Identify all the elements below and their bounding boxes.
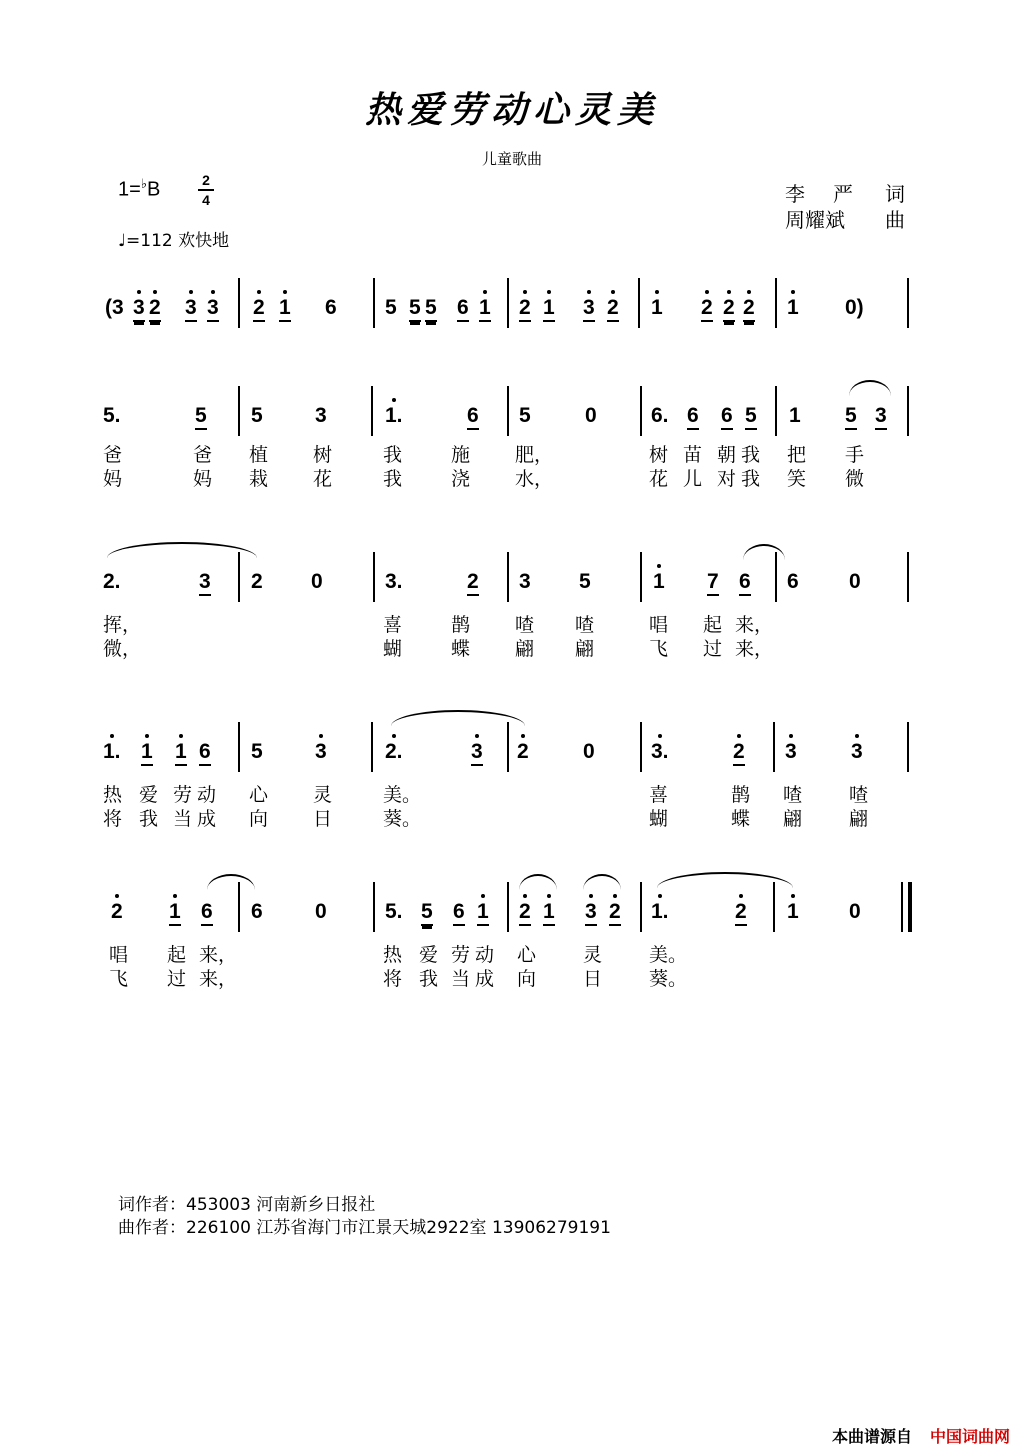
slur — [519, 874, 557, 890]
barline — [373, 278, 375, 328]
barline — [507, 722, 509, 772]
note: 6 — [199, 740, 211, 766]
note: 6 — [201, 900, 213, 926]
note: 3 — [315, 404, 327, 427]
lyricist-role: 词 — [885, 182, 905, 206]
lyric: 喳 — [515, 614, 535, 636]
lyrics-verse2-row2 — [95, 634, 915, 660]
lyric: 喳 — [783, 784, 803, 806]
note: 6 — [453, 900, 465, 926]
note: 3 — [583, 296, 595, 322]
lyric: 将 — [103, 808, 123, 830]
note: 5 — [425, 296, 437, 322]
barline — [238, 386, 240, 436]
lyric: 来， — [199, 944, 238, 966]
lyricist-address: 词作者：453003 河南新乡日报社 — [118, 1195, 376, 1215]
note: 0 — [849, 900, 861, 923]
barline — [907, 278, 909, 328]
note: 6 — [787, 570, 799, 593]
lyric: 把 — [787, 444, 807, 466]
lyric: 手 — [845, 444, 865, 466]
barline — [907, 552, 909, 602]
lyric: 向 — [517, 968, 537, 990]
lyric: 蝶 — [731, 808, 751, 830]
lyric: 成 — [475, 968, 495, 990]
note: 3. — [385, 570, 403, 593]
slur — [849, 380, 891, 396]
note: 2 — [517, 740, 529, 763]
note: 3 — [875, 404, 887, 430]
note: 5. — [385, 900, 403, 923]
staff-row-1 — [95, 278, 915, 338]
composer-name: 周耀斌 — [785, 208, 845, 232]
note: 6 — [687, 404, 699, 430]
lyric: 葵。 — [649, 968, 688, 990]
lyric: 蝴 — [383, 638, 403, 660]
note: 2 — [735, 900, 747, 926]
slur — [207, 874, 255, 890]
note: 3 — [207, 296, 219, 322]
note: 0 — [849, 570, 861, 593]
note: 3. — [651, 740, 669, 763]
note: 1 — [543, 296, 555, 322]
lyric: 过 — [167, 968, 187, 990]
note: 5 — [745, 404, 757, 430]
barline — [640, 882, 642, 932]
note: 5 — [385, 296, 397, 319]
time-sig-bottom: 4 — [202, 192, 210, 208]
note: 5 — [409, 296, 421, 322]
lyric: 爱 — [419, 944, 439, 966]
lyric: 过 — [703, 638, 723, 660]
note: 1. — [103, 740, 121, 763]
lyricist-credit — [785, 178, 913, 207]
lyric: 将 — [383, 968, 403, 990]
note: 2. — [103, 570, 121, 593]
lyric: 向 — [249, 808, 269, 830]
barline — [371, 386, 373, 436]
lyric: 爸 — [193, 444, 213, 466]
note: 2 — [111, 900, 123, 923]
lyric: 朝 — [717, 444, 737, 466]
staff-row-2 — [95, 386, 915, 446]
barline — [773, 722, 775, 772]
lyric: 花 — [649, 468, 669, 490]
lyric: 肥， — [515, 444, 554, 466]
note: 6 — [739, 570, 751, 596]
staff-row-4 — [95, 722, 915, 782]
barline — [371, 722, 373, 772]
note: 1 — [787, 296, 799, 319]
lyric: 美。 — [649, 944, 688, 966]
lyric: 树 — [649, 444, 669, 466]
note: 3 — [851, 740, 863, 763]
note: 1 — [789, 404, 801, 427]
note: 6 — [251, 900, 263, 923]
lyricist-name-1: 李 — [785, 182, 805, 206]
lyric: 蝴 — [649, 808, 669, 830]
time-signature — [198, 172, 214, 208]
note: 5 — [251, 404, 263, 427]
note: 0 — [583, 740, 595, 763]
note: 2 — [251, 570, 263, 593]
lyric: 笑 — [787, 468, 807, 490]
song-genre: 儿童歌曲 — [481, 150, 542, 168]
barline — [775, 386, 777, 436]
note: 6. — [651, 404, 669, 427]
composer-role: 曲 — [885, 208, 905, 232]
lyric: 成 — [197, 808, 217, 830]
note: 5. — [103, 404, 121, 427]
note: 2 — [723, 296, 735, 322]
lyric: 日 — [583, 968, 603, 990]
lyric: 我 — [419, 968, 439, 990]
note: 2 — [253, 296, 265, 322]
note: 3 — [133, 296, 145, 322]
slur — [743, 544, 785, 560]
lyric: 挥， — [103, 614, 142, 636]
lyrics-verse2-row3 — [95, 804, 915, 830]
barline — [238, 278, 240, 328]
note: 1 — [479, 296, 491, 322]
note: 6 — [325, 296, 337, 319]
lyric: 蝶 — [451, 638, 471, 660]
lyrics-verse1-row1 — [95, 440, 915, 466]
lyric: 微， — [103, 638, 142, 660]
note: 7 — [707, 570, 719, 596]
lyric: 爸 — [103, 444, 123, 466]
source-attribution — [832, 1424, 1010, 1447]
barline — [238, 552, 240, 602]
barline — [640, 386, 642, 436]
note: 5 — [845, 404, 857, 430]
note: 2 — [701, 296, 713, 322]
lyric: 当 — [173, 808, 193, 830]
note: 3 — [315, 740, 327, 763]
source-brand-link[interactable]: 中国词曲网 — [929, 1427, 1010, 1446]
note: 1. — [385, 404, 403, 427]
lyric: 鹊 — [451, 614, 471, 636]
note: 3 — [185, 296, 197, 322]
lyric: 劳 — [451, 944, 471, 966]
lyric: 我 — [741, 468, 761, 490]
lyrics-verse2-row1 — [95, 464, 915, 490]
lyric: 喳 — [575, 614, 595, 636]
note: 5 — [421, 900, 433, 926]
note: 1 — [169, 900, 181, 926]
note: 1 — [141, 740, 153, 766]
note: 5 — [579, 570, 591, 593]
barline — [638, 278, 640, 328]
lyric: 唱 — [109, 944, 129, 966]
note: 6 — [721, 404, 733, 430]
lyricist-name-2: 严 — [833, 182, 853, 206]
note: 1 — [653, 570, 665, 593]
key-letter: B — [146, 178, 161, 201]
note: 3 — [471, 740, 483, 766]
lyric: 栽 — [249, 468, 269, 490]
barline — [373, 552, 375, 602]
note: 5 — [519, 404, 531, 427]
lyric: 爱 — [139, 784, 159, 806]
barline — [907, 722, 909, 772]
note: 3 — [585, 900, 597, 926]
note: 1 — [175, 740, 187, 766]
lyric: 喜 — [383, 614, 403, 636]
lyric: 当 — [451, 968, 471, 990]
note: 0 — [311, 570, 323, 593]
lyric: 葵。 — [383, 808, 422, 830]
lyric: 微 — [845, 468, 865, 490]
note: 2 — [607, 296, 619, 322]
lyric: 鹊 — [731, 784, 751, 806]
note: (3 — [105, 296, 124, 319]
lyric: 我 — [741, 444, 761, 466]
composer-address: 曲作者：226100 江苏省海门市江景天城2922室 13906279191 — [118, 1218, 611, 1238]
barline — [238, 722, 240, 772]
lyric: 劳 — [173, 784, 193, 806]
lyric: 我 — [139, 808, 159, 830]
note: 0 — [585, 404, 597, 427]
lyric: 妈 — [103, 468, 123, 490]
lyric: 水， — [515, 468, 554, 490]
lyric: 灵 — [313, 784, 333, 806]
note: 2 — [519, 900, 531, 926]
barline — [640, 722, 642, 772]
lyrics-verse1-row4 — [95, 940, 915, 966]
lyric: 儿 — [683, 468, 703, 490]
lyric: 飞 — [109, 968, 129, 990]
lyric: 花 — [313, 468, 333, 490]
lyric: 心 — [249, 784, 269, 806]
lyric: 灵 — [583, 944, 603, 966]
lyric: 施 — [451, 444, 471, 466]
lyric: 美。 — [383, 784, 422, 806]
lyric: 日 — [313, 808, 333, 830]
barline — [775, 278, 777, 328]
note: 5 — [251, 740, 263, 763]
note: 2 — [467, 570, 479, 596]
note: 6 — [457, 296, 469, 322]
key-signature — [118, 176, 160, 202]
barline — [907, 386, 909, 436]
key-flat: ♭ — [140, 176, 147, 191]
key-one: 1= — [118, 178, 141, 201]
note: 3 — [785, 740, 797, 763]
lyric: 翩 — [783, 808, 803, 830]
note: 1 — [651, 296, 663, 319]
lyric: 喳 — [849, 784, 869, 806]
note: 0) — [845, 296, 864, 319]
note: 2 — [733, 740, 745, 766]
lyric: 唱 — [649, 614, 669, 636]
lyric: 翩 — [849, 808, 869, 830]
lyric: 植 — [249, 444, 269, 466]
barline — [238, 882, 240, 932]
note: 2 — [609, 900, 621, 926]
note: 2. — [385, 740, 403, 763]
barline — [775, 552, 777, 602]
note: 1 — [279, 296, 291, 322]
lyric: 翩 — [575, 638, 595, 660]
lyric: 心 — [517, 944, 537, 966]
time-sig-top: 2 — [202, 172, 210, 188]
note: 1. — [651, 900, 669, 923]
lyric: 来， — [199, 968, 238, 990]
lyric: 对 — [717, 468, 737, 490]
song-title: 热爱劳动心灵美 — [364, 89, 659, 131]
final-barline — [901, 882, 903, 932]
staff-row-3 — [95, 552, 915, 612]
barline — [773, 882, 775, 932]
lyrics-verse1-row2 — [95, 610, 915, 636]
barline — [373, 882, 375, 932]
barline — [640, 552, 642, 602]
lyric: 起 — [167, 944, 187, 966]
note: 3 — [519, 570, 531, 593]
note: 1 — [477, 900, 489, 926]
note: 6 — [467, 404, 479, 430]
lyric: 我 — [383, 468, 403, 490]
lyrics-verse2-row4 — [95, 964, 915, 990]
lyric: 热 — [103, 784, 123, 806]
barline — [507, 882, 509, 932]
slur — [583, 874, 621, 890]
lyric: 树 — [313, 444, 333, 466]
barline — [507, 552, 509, 602]
slur — [391, 710, 525, 726]
slur — [107, 542, 257, 558]
barline — [507, 278, 509, 328]
note: 5 — [195, 404, 207, 430]
lyric: 热 — [383, 944, 403, 966]
note: 2 — [149, 296, 161, 322]
lyric: 来， — [735, 614, 774, 636]
lyric: 起 — [703, 614, 723, 636]
note: 2 — [519, 296, 531, 322]
lyric: 飞 — [649, 638, 669, 660]
lyric: 妈 — [193, 468, 213, 490]
note: 2 — [743, 296, 755, 322]
note: 1 — [543, 900, 555, 926]
source-text: 本曲谱源自 — [831, 1427, 912, 1446]
lyric: 来， — [735, 638, 774, 660]
lyric: 动 — [475, 944, 495, 966]
composer-credit — [785, 204, 913, 233]
barline — [507, 386, 509, 436]
lyric: 浇 — [451, 468, 471, 490]
lyric: 喜 — [649, 784, 669, 806]
staff-row-5 — [95, 882, 915, 942]
lyric: 翩 — [515, 638, 535, 660]
note: 3 — [199, 570, 211, 596]
note: 1 — [787, 900, 799, 923]
note: 0 — [315, 900, 327, 923]
lyric: 我 — [383, 444, 403, 466]
tempo-marking: ♩=112 欢快地 — [118, 231, 230, 251]
lyric: 动 — [197, 784, 217, 806]
lyric: 苗 — [683, 444, 703, 466]
lyrics-verse1-row3 — [95, 780, 915, 806]
